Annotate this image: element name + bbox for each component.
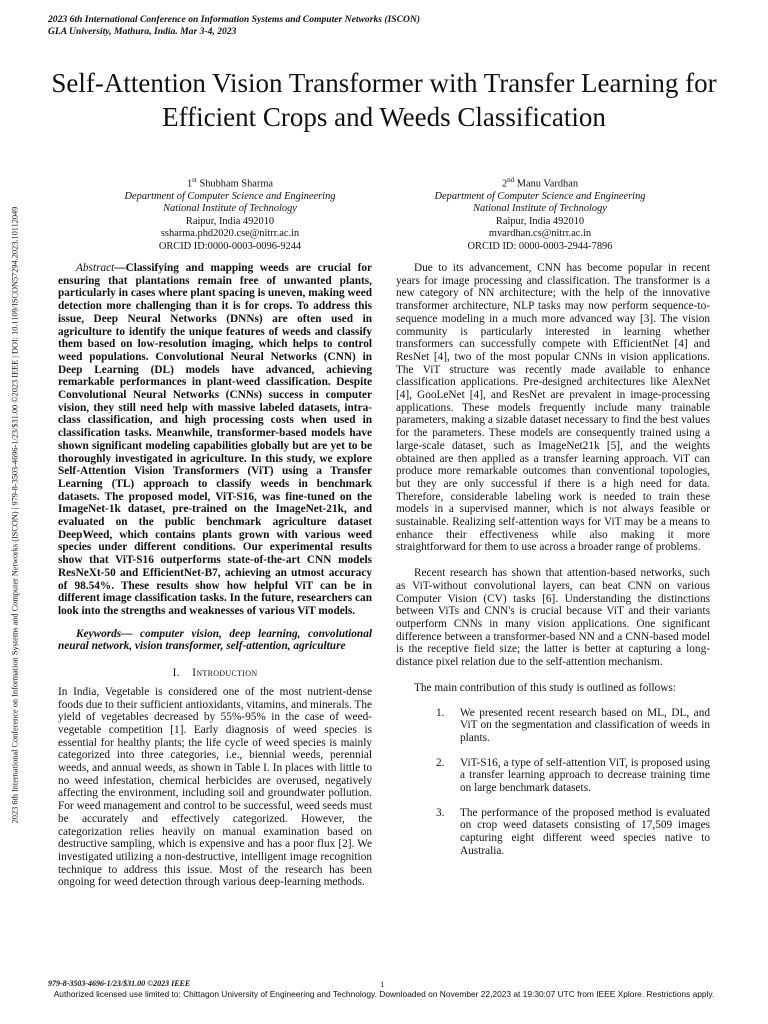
author-email: mvardhan.cs@nitrr.ac.in bbox=[488, 228, 592, 240]
intro-paragraph: In India, Vegetable is considered one of the most nutrient-dense foods due to their sufficient antioxidants, vitamins, and minerals. The yield of vegetables decreased by 55%-95% in the case of weed-vegetable competition [1]. Early diagnosis of weed species is essential for healthy plants; the life cycle of weed species is mainly categorized into three categories, i.e., biennial weeds, perennial weeds, and annual weeds, as shown in Table I. In places with little to no weed infestation, chemical herbicides are overused, negatively affecting the environment, including soil and groundwater pollution. For weed management and control to be successful, weed seeds must be accurately and effectively categorized. However, the categorization relies heavily on manual examination based on destructive sampling, which is expensive and has a poor flux [2]. We investigated utilizing a non-destructive, intelligent image recognition technique to address this issue. Most of the research has been ongoing for weed detection through various deep-learning methods. bbox=[58, 685, 372, 889]
footer-isbn: 979-8-3503-4696-1/23/$31.00 ©2023 IEEE bbox=[48, 979, 191, 988]
list-item bbox=[396, 707, 710, 745]
conference-line-2: GLA University, Mathura, India. Mar 3-4, 2023 bbox=[48, 26, 237, 37]
author-department: Department of Computer Science and Engineering bbox=[124, 190, 336, 202]
abstract-label: Abstract bbox=[76, 262, 115, 274]
body-paragraph: The main contribution of this study is outlined as follows: bbox=[414, 681, 677, 694]
list-item bbox=[396, 757, 710, 795]
author-name: 1st Shubham Sharma bbox=[186, 176, 274, 190]
paper-title: Self-Attention Vision Transformer with Transfer Learning for Efficient Crops and Weeds Classification bbox=[51, 68, 717, 132]
list-number: 3. bbox=[436, 806, 445, 819]
author-block-1 bbox=[80, 174, 380, 253]
section-heading bbox=[58, 667, 372, 680]
list-text: ViT-S16, a type of self-attention ViT, is proposed using a transfer learning approach to decrease training time on large benchmark datasets. bbox=[460, 756, 710, 795]
author-location: Raipur, India 492010 bbox=[495, 215, 585, 227]
body-paragraph: Due to its advancement, CNN has become popular in recent years for image processing and classification. The transformer is a new category of NN architecture; with the help of the innovative transformer architecture, NLP tasks may now perform sequence-to-sequence modeling in a much more advanced way [3]. The vision community is particularly interested in learning whether transformers can successfully compete with EfficientNet [4] and ResNet [4], two of the most popular CNNs in vision applications. The ViT structure was recently made available to enhance classification applications. Pre-designed architectures like AlexNet [4], GooLeNet [4], and ResNet are prevalent in image-processing applications. These models frequently include many trainable parameters, making a sizable dataset necessary to find the best values for the parameters. These models are consequently trained using a large-scale dataset, such as ImageNet21k [5], and the weights obtained are then applied as a transfer learning approach. ViT can produce more remarkable outcomes than conventional topologies, but they are only successful if there is a high need for data. Therefore, considerable labeling work is needed to train these models in a supervised manner, which is not always feasible or sustainable. Realizing self-attention ways for ViT may be a means to enhance their effectiveness while also making it more straightforward for them to use across a broader range of problems. bbox=[396, 262, 710, 554]
keywords bbox=[58, 628, 372, 653]
license-notice: Authorized licensed use limited to: Chittagon University of Engineering and Technology. Downloaded on November 22,2023 at 19:30:07 UTC from IEEE Xplore. Restrictions apply. bbox=[53, 989, 715, 999]
author-institute: National Institute of Technology bbox=[163, 203, 297, 215]
author-name: 2nd Manu Vardhan bbox=[501, 176, 579, 190]
list-text: The performance of the proposed method is evaluated on crop weed datasets consisting of 17,509 images capturing eight different weed species native to Australia. bbox=[460, 806, 710, 857]
left-column bbox=[58, 262, 372, 889]
keywords-text: computer vision, deep learning, convolutional neural network, vision transformer, self-attention, agriculture bbox=[58, 627, 372, 653]
author-orcid: ORCID ID: 0000-0003-2944-7896 bbox=[467, 240, 613, 252]
abstract bbox=[58, 262, 372, 618]
keywords-label: Keywords— bbox=[76, 627, 133, 640]
author-email: ssharma.phd2020.cse@nitrr.ac.in bbox=[160, 228, 300, 240]
doi-sidebar bbox=[6, 150, 24, 880]
abstract-text: —Classifying and mapping weeds are crucial for ensuring that plantations remain free of unwanted plants, particularly in cases where plant spacing is uneven, making weed detection more challenging than it is for crops. To address this issue, Deep Neural Networks (DNNs) are often used in agriculture to identify the unique features of weeds and classify them based on low-resolution imaging, which helps to control weed populations. Convolutional Neural Networks (CNN) in Deep Learning (DL) models have advanced, achieving remarkable performances in plant-weed classification. Despite Convolutional Neural Networks (CNNs) success in computer vision, they still need help with massive labeled datasets, intra-class classification, and high processing costs when used in classification tasks. Meanwhile, transformer-based models have shown significant modeling capabilities globally but are yet to be thoroughly investigated in agriculture. In this study, we explore Self-Attention Vision Transformers (ViT) using a Transfer Learning (TL) approach to classify weeds in benchmark datasets. The proposed model, ViT-S16, was fine-tuned on the ImageNet-1k dataset, pre-trained on the ImageNet-21k, and evaluated on the public benchmark agriculture dataset DeepWeed, which contains plants grown with various weed species under different conditions. Our experimental results show that ViT-S16 outperforms state-of-the-art CNN models ResNeXt-50 and EfficientNet-B7, achieving an utmost accuracy of 98.54%. These results show how helpful ViT can be in different image classification tasks. In the future, researchers can look into the strengths and weaknesses of various ViT models. bbox=[58, 262, 372, 617]
author-location: Raipur, India 492010 bbox=[185, 215, 275, 227]
page-number: 1 bbox=[380, 979, 385, 989]
right-column bbox=[396, 262, 710, 870]
author-department: Department of Computer Science and Engineering bbox=[434, 190, 646, 202]
section-title: Introduction bbox=[192, 667, 258, 680]
body-paragraph: Recent research has shown that attention-based networks, such as ViT-without convolutional layers, can beat CNN on various Computer Vision (CV) tasks [6]. Understanding the distinctions between ViTs and CNN's is crucial because ViT and their variants outperform CNNs in many vision applications. One significant difference between a transformer-based NN and a CNN-based model is the receptive field size; the latter is better at capturing a long-distance pixel relation due to the self-attention mechanism. bbox=[396, 567, 710, 669]
list-item bbox=[396, 807, 710, 858]
contribution-list bbox=[396, 707, 710, 858]
section-number: I. bbox=[172, 667, 180, 680]
conference-line-1: 2023 6th International Conference on Information Systems and Computer Networks (ISCON) bbox=[48, 14, 421, 25]
conference-header bbox=[48, 14, 420, 38]
author-orcid: ORCID ID:0000-0003-0096-9244 bbox=[158, 240, 302, 252]
author-institute: National Institute of Technology bbox=[473, 203, 607, 215]
doi-sidebar-text: 2023 6th International Conference on Information Systems and Computer Networks (ISCON) | 979-8-3503-4696-1/23/$31.00 ©2023 IEEE | DOI: 10.1109/ISCON57294.2023.10112049 bbox=[10, 206, 20, 824]
list-text: We presented recent research based on ML, DL, and ViT on the segmentation and classification of weeds in plants. bbox=[460, 706, 710, 744]
author-block-2 bbox=[390, 174, 690, 253]
list-number: 1. bbox=[436, 706, 445, 719]
list-number: 2. bbox=[436, 756, 445, 769]
